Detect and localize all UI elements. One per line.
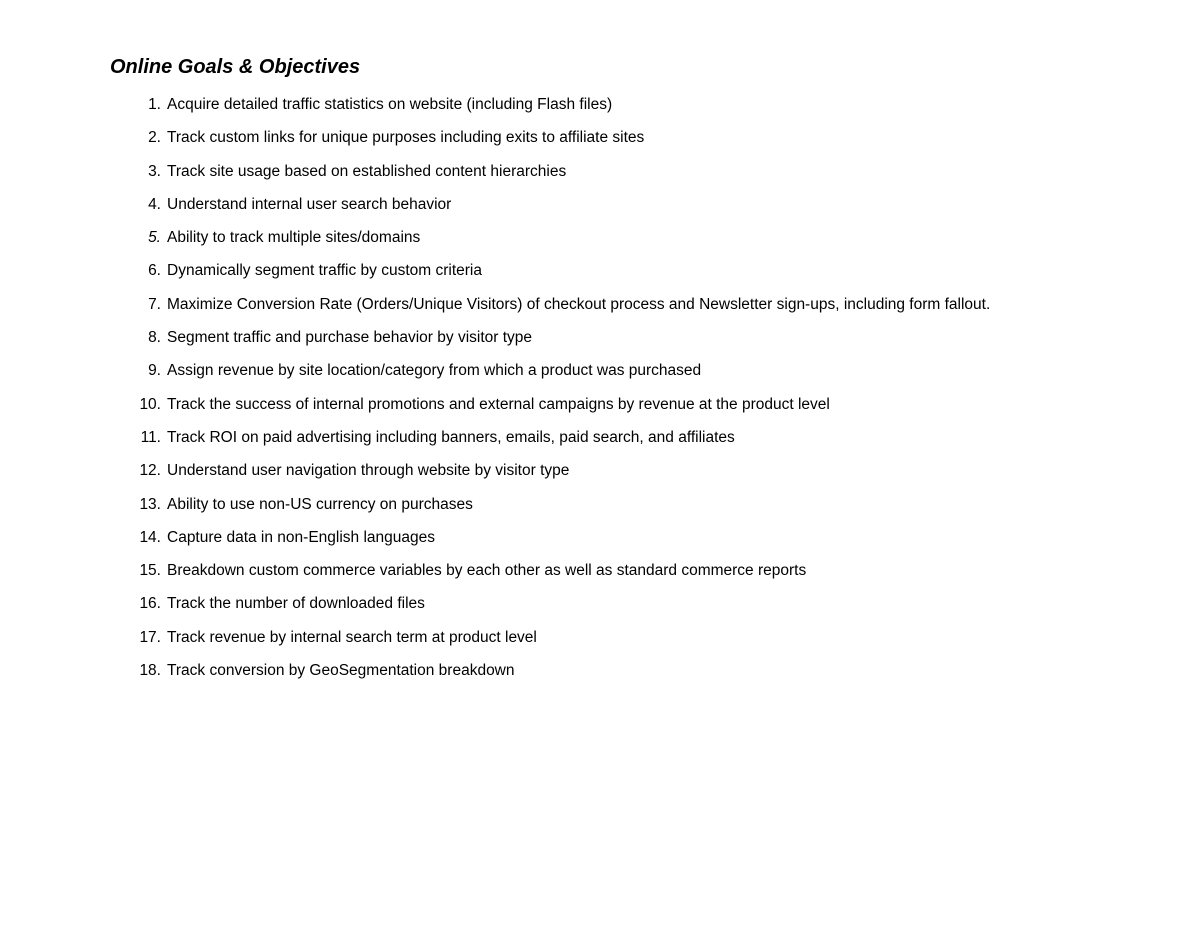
- list-item-text: Track custom links for unique purposes including exits to affiliate sites: [167, 129, 645, 147]
- list-item-number: 16.: [139, 595, 161, 613]
- list-item-number: 10.: [139, 395, 161, 413]
- list-item-text: Acquire detailed traffic statistics on website (including Flash files): [167, 96, 613, 113]
- list-item-text: Assign revenue by site location/category from which a product was purchased: [167, 362, 702, 380]
- list-item-text: Breakdown custom commerce variables by each other as well as standard commerce reports: [167, 562, 807, 580]
- list-item-text: Track revenue by internal search term at product level: [167, 628, 537, 646]
- list-item-text: Understand internal user search behavior: [167, 195, 452, 213]
- list-item-text: Track ROI on paid advertising including banners, emails, paid search, and affiliates: [167, 428, 735, 446]
- list-item-text: Maximize Conversion Rate (Orders/Unique Visitors) of checkout process and Newsletter sign-ups, including form fallout.: [167, 295, 991, 313]
- list-item-number: 15.: [139, 562, 161, 580]
- list-item-number: 2.: [148, 129, 161, 147]
- list-item-text: Track site usage based on established content hierarchies: [167, 162, 567, 180]
- list-item-text: Track conversion by GeoSegmentation breakdown: [167, 662, 515, 680]
- list-item-number: 17.: [139, 628, 161, 646]
- list-item-number: 12.: [139, 462, 161, 480]
- list-item-number: 1.: [148, 96, 161, 113]
- list-item-text: Ability to use non-US currency on purchases: [167, 495, 473, 513]
- list-item-number: 11.: [140, 428, 161, 446]
- list-item-text: Track the number of downloaded files: [167, 595, 425, 613]
- page-title: Online Goals & Objectives: [110, 56, 361, 78]
- list-item-number: 13.: [139, 495, 161, 513]
- list-item-number: 7.: [148, 295, 161, 313]
- list-item-text: Understand user navigation through website by visitor type: [167, 462, 570, 480]
- list-item-number: 4.: [148, 195, 161, 213]
- list-item-number: 18.: [139, 662, 161, 680]
- list-item-text: Segment traffic and purchase behavior by visitor type: [167, 329, 533, 347]
- list-item-text: Capture data in non-English languages: [167, 528, 435, 546]
- list-item-text: Dynamically segment traffic by custom criteria: [167, 262, 482, 280]
- list-item-number: 9.: [148, 362, 161, 380]
- list-item-text: Track the success of internal promotions and external campaigns by revenue at the product level: [167, 395, 830, 413]
- list-item-text: Ability to track multiple sites/domains: [167, 229, 421, 247]
- list-item-number: 8.: [148, 329, 161, 347]
- list-item-number: 6.: [148, 262, 161, 280]
- list-item-number: 3.: [148, 162, 161, 180]
- list-item-number: 5.: [148, 229, 161, 247]
- list-item-number: 14.: [139, 528, 161, 546]
